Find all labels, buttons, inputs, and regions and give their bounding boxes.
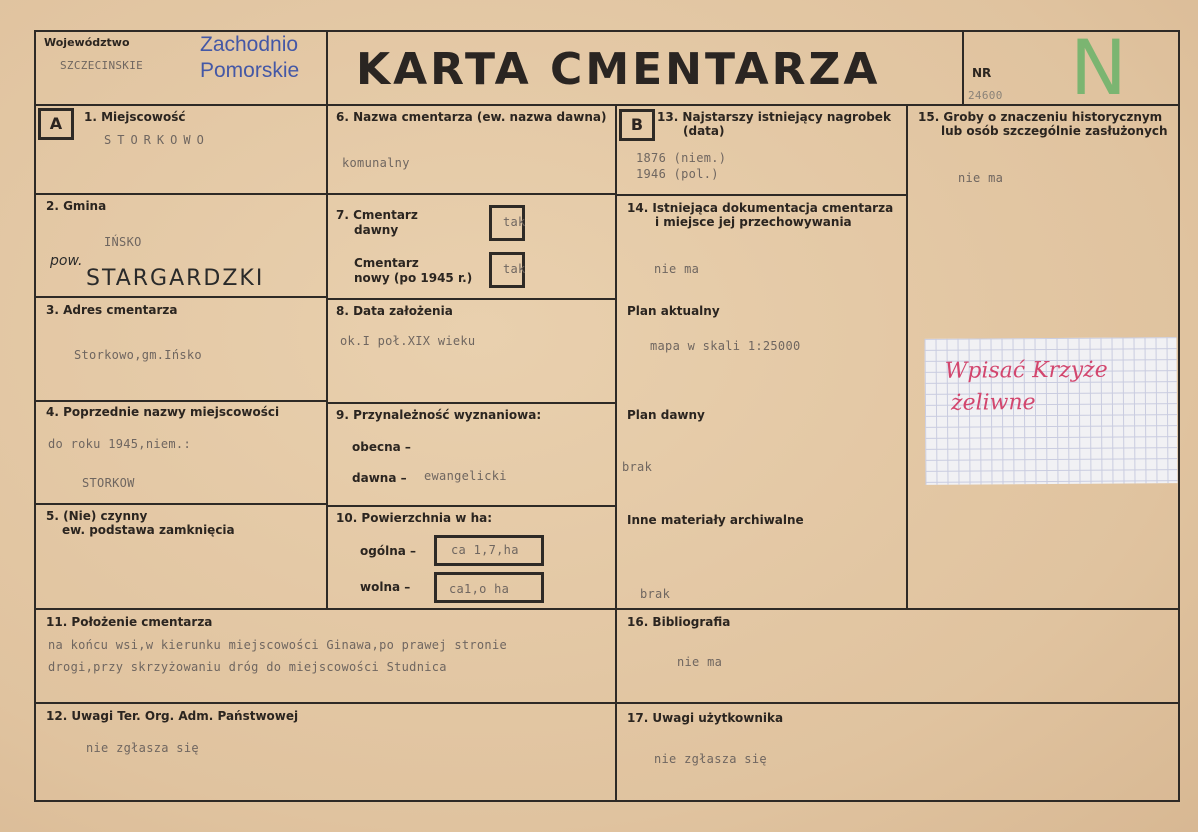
field-10-wolna-box: [434, 572, 544, 603]
plan-dawny-label: Plan dawny: [627, 408, 705, 422]
field-3-label: 3. Adres cmentarza: [46, 303, 178, 317]
field-13-value-2: 1946 (pol.): [636, 167, 719, 181]
field-12-value: nie zgłasza się: [86, 741, 199, 755]
field-5-label-2: ew. podstawa zamknięcia: [62, 523, 235, 537]
section-a-badge: A: [38, 108, 74, 140]
field-9-obecna: obecna –: [352, 440, 411, 454]
field-10-label: 10. Powierzchnia w ha:: [336, 511, 493, 525]
field-7-checkbox-dawny: [489, 205, 525, 241]
nr-divider: [962, 30, 964, 106]
stamp-line-1: Zachodnio: [200, 33, 299, 56]
field-4-value-2: STORKOW: [82, 476, 135, 490]
field-6-value: komunalny: [342, 156, 410, 170]
row-divider-13: [615, 194, 907, 196]
field-9-dawna: dawna –: [352, 471, 407, 485]
field-2-value: IŃSKO: [104, 235, 142, 249]
field-5-label-1: 5. (Nie) czynny: [46, 509, 148, 523]
wojewodztwo-value: SZCZECINSKIE: [60, 59, 144, 72]
field-1-label: 1. Miejscowość: [84, 110, 186, 124]
column-divider-2: [615, 104, 617, 802]
frame-bottom: [34, 800, 1180, 802]
stamp-line-2: Pomorskie: [200, 59, 300, 82]
row-divider-4: [34, 503, 327, 505]
field-13-value-1: 1876 (niem.): [636, 151, 727, 165]
field-15-value: nie ma: [958, 171, 1004, 185]
column-divider-1: [326, 30, 328, 610]
field-3-value: Storkowo,gm.Ińsko: [74, 348, 202, 362]
page-title: KARTA CMENTARZA: [356, 44, 881, 95]
column-divider-3: [906, 104, 908, 610]
plan-aktualny-value: mapa w skali 1:25000: [650, 339, 801, 353]
row-divider-3: [34, 400, 327, 402]
field-16-value: nie ma: [677, 655, 723, 669]
field-8-label: 8. Data założenia: [336, 304, 453, 318]
field-11-value-1: na końcu wsi,w kierunku miejscowości Ginawa,po prawej stronie: [48, 638, 508, 652]
header-divider: [34, 104, 1180, 106]
field-10-wolna-value: ca1,o ha: [449, 582, 510, 596]
inne-materialy-label: Inne materiały archiwalne: [627, 513, 804, 527]
field-2-pow: pow.: [50, 253, 83, 269]
nr-value: 24600: [968, 89, 1003, 102]
field-17-value: nie zgłasza się: [654, 752, 767, 766]
plan-aktualny-label: Plan aktualny: [627, 304, 720, 318]
frame-left: [34, 30, 36, 802]
field-14-label-1: 14. Istniejąca dokumentacja cmentarza: [627, 201, 894, 215]
row-divider-11: [34, 608, 1180, 610]
field-13-label-2: (data): [683, 124, 725, 138]
plan-dawny-value: brak: [622, 460, 653, 474]
field-7-box-a-value: tak: [503, 215, 526, 229]
field-7-label-a2: dawny: [354, 223, 399, 237]
field-11-value-2: drogi,przy skrzyżowaniu dróg do miejscowości Studnica: [48, 660, 447, 674]
field-10-wolna: wolna –: [360, 580, 411, 594]
wojewodztwo-label: Województwo: [44, 36, 130, 49]
note-line-1: Wpisać Krzyże: [944, 357, 1108, 384]
field-10-ogolna-box: [434, 535, 544, 566]
field-9-dawna-value: ewangelicki: [424, 469, 507, 483]
field-7-label-b1: Cmentarz: [354, 256, 419, 270]
field-12-label: 12. Uwagi Ter. Org. Adm. Państwowej: [46, 709, 299, 723]
field-2-label: 2. Gmina: [46, 199, 107, 213]
field-10-ogolna-value: ca 1,7,ha: [451, 543, 519, 557]
field-15-label-1: 15. Groby o znaczeniu historycznym: [918, 110, 1163, 124]
field-7-label-a1: 7. Cmentarz: [336, 208, 418, 222]
row-divider-8: [326, 402, 616, 404]
field-2-handwritten: STARGARDZKI: [86, 266, 265, 291]
row-divider-6: [326, 193, 616, 195]
field-7-box-b-value: tak: [503, 262, 526, 276]
section-b-badge: B: [619, 109, 655, 141]
field-15-label-2: lub osób szczególnie zasłużonych: [941, 124, 1168, 138]
row-divider-7: [326, 298, 616, 300]
field-4-value-1: do roku 1945,niem.:: [48, 437, 191, 451]
inne-materialy-value: brak: [640, 587, 671, 601]
handwritten-note: [924, 337, 1177, 485]
field-14-value: nie ma: [654, 262, 700, 276]
field-13-label-1: 13. Najstarszy istniejący nagrobek: [657, 110, 891, 124]
field-14-label-2: i miejsce jej przechowywania: [655, 215, 852, 229]
row-divider-1: [34, 193, 327, 195]
row-divider-2: [34, 296, 327, 298]
row-divider-9: [326, 505, 616, 507]
row-divider-12: [34, 702, 1180, 704]
field-4-label: 4. Poprzednie nazwy miejscowości: [46, 405, 280, 419]
field-6-label: 6. Nazwa cmentarza (ew. nazwa dawna): [336, 110, 607, 124]
note-line-2: żeliwne: [950, 390, 1036, 416]
green-marker-letter: N: [1070, 23, 1127, 112]
field-1-value: STORKOWO: [104, 133, 210, 147]
field-7-checkbox-nowy: [489, 252, 525, 288]
field-8-value: ok.I poł.XIX wieku: [340, 334, 476, 348]
field-17-label: 17. Uwagi użytkownika: [627, 711, 784, 725]
nr-label: NR: [972, 66, 992, 80]
field-7-label-b2: nowy (po 1945 r.): [354, 271, 473, 285]
frame-right: [1178, 30, 1180, 802]
field-10-ogolna: ogólna –: [360, 544, 417, 558]
field-9-label: 9. Przynależność wyznaniowa:: [336, 408, 542, 422]
field-16-label: 16. Bibliografia: [627, 615, 731, 629]
frame-top: [34, 30, 1180, 32]
field-11-label: 11. Położenie cmentarza: [46, 615, 213, 629]
